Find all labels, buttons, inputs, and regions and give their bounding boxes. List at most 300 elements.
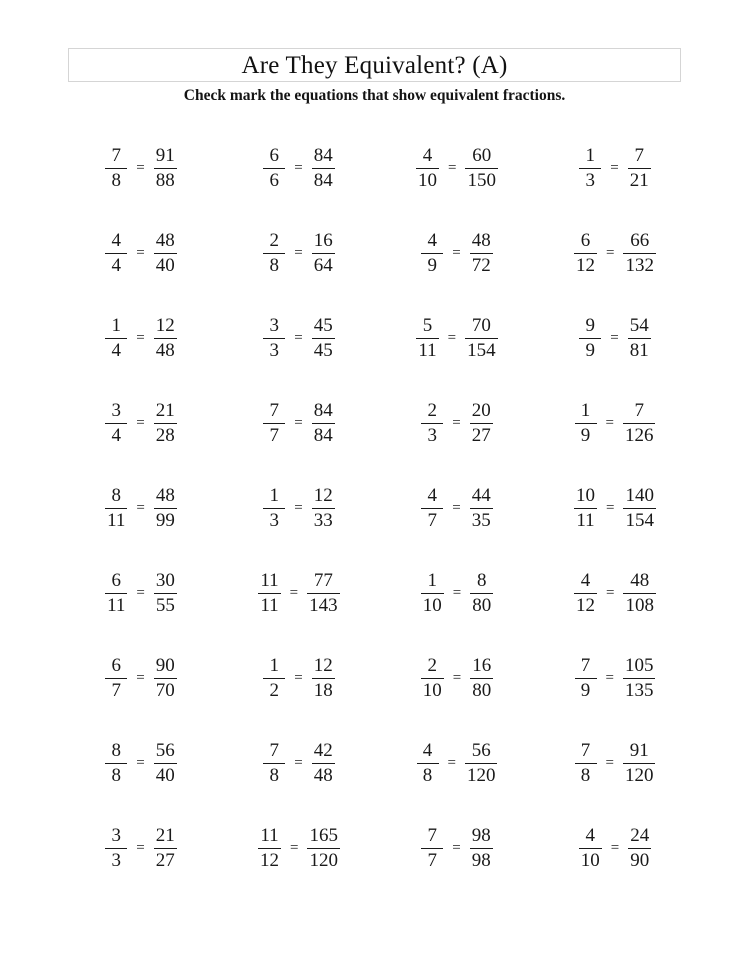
fraction-bar [263, 423, 285, 425]
right-fraction [628, 146, 651, 191]
right-numerator: 84 [313, 144, 333, 166]
left-fraction [421, 231, 443, 276]
right-numerator: 44 [471, 484, 491, 506]
left-fraction [105, 571, 127, 616]
left-fraction [574, 571, 597, 616]
problem-27[interactable] [378, 636, 536, 721]
left-numerator: 8 [111, 739, 122, 761]
equals-sign: = [610, 329, 619, 346]
problem-36[interactable] [536, 806, 694, 891]
left-numerator: 6 [111, 654, 122, 676]
fraction-bar [312, 338, 335, 340]
fraction-bar [470, 593, 493, 595]
right-numerator: 84 [313, 399, 333, 421]
right-fraction [470, 656, 493, 701]
equals-sign: = [452, 584, 462, 601]
problem-17[interactable] [62, 466, 220, 551]
fraction-bar [312, 678, 335, 680]
fraction-bar [421, 423, 443, 425]
fraction-bar [623, 423, 656, 425]
left-fraction [258, 826, 281, 871]
left-numerator: 6 [269, 144, 280, 166]
fraction-bar [105, 848, 127, 850]
right-denominator: 99 [155, 510, 175, 532]
left-numerator: 1 [269, 484, 280, 506]
title-box [68, 48, 681, 82]
fraction-bar [421, 593, 444, 595]
left-denominator: 7 [111, 680, 122, 702]
problem-2[interactable] [220, 126, 378, 211]
right-denominator: 35 [471, 510, 491, 532]
left-numerator: 3 [111, 824, 122, 846]
fraction-bar [263, 678, 285, 680]
fraction-bar [465, 338, 498, 340]
right-denominator: 64 [313, 255, 333, 277]
equals-sign: = [452, 414, 461, 431]
problem-19[interactable] [378, 466, 536, 551]
left-fraction [574, 231, 597, 276]
fraction-bar [421, 678, 444, 680]
right-fraction [623, 741, 656, 786]
left-denominator: 11 [107, 510, 126, 532]
problem-31[interactable] [378, 721, 536, 806]
left-numerator: 11 [260, 569, 279, 591]
problem-11[interactable] [378, 296, 536, 381]
problem-7[interactable] [378, 211, 536, 296]
equals-sign: = [294, 159, 303, 176]
right-fraction [623, 486, 656, 531]
right-numerator: 90 [155, 654, 175, 676]
right-denominator: 143 [309, 595, 338, 617]
fraction-bar [263, 338, 285, 340]
fraction-bar [258, 848, 281, 850]
problem-30[interactable] [220, 721, 378, 806]
left-numerator: 4 [422, 144, 433, 166]
fraction-bar [154, 508, 177, 510]
page-title: Are They Equivalent? (A) [241, 51, 508, 79]
problem-32[interactable] [536, 721, 694, 806]
fraction-bar [628, 848, 651, 850]
fraction-bar [105, 763, 127, 765]
right-denominator: 154 [625, 510, 654, 532]
right-numerator: 12 [313, 484, 333, 506]
equals-sign: = [452, 839, 461, 856]
left-numerator: 10 [576, 484, 596, 506]
left-denominator: 10 [580, 850, 600, 872]
left-fraction [105, 741, 127, 786]
fraction-bar [105, 423, 127, 425]
fraction-bar [623, 253, 656, 255]
left-fraction [263, 741, 285, 786]
problem-33[interactable] [62, 806, 220, 891]
right-denominator: 21 [629, 170, 649, 192]
equals-sign: = [290, 839, 299, 856]
left-fraction [263, 401, 285, 446]
fraction-bar [623, 593, 656, 595]
problem-29[interactable] [62, 721, 220, 806]
problem-28[interactable] [536, 636, 694, 721]
left-fraction [575, 401, 597, 446]
left-denominator: 11 [576, 510, 595, 532]
left-denominator: 11 [260, 595, 279, 617]
right-denominator: 88 [155, 170, 175, 192]
problem-9[interactable] [62, 296, 220, 381]
problem-34[interactable] [220, 806, 378, 891]
fraction-bar [465, 168, 498, 170]
left-numerator: 4 [427, 484, 438, 506]
right-numerator: 45 [313, 314, 333, 336]
right-denominator: 81 [629, 340, 649, 362]
left-fraction [421, 401, 443, 446]
left-numerator: 7 [427, 824, 438, 846]
left-numerator: 1 [111, 314, 122, 336]
fraction-bar [470, 508, 493, 510]
problem-1[interactable] [62, 126, 220, 211]
equals-sign: = [294, 669, 303, 686]
problem-3[interactable] [378, 126, 536, 211]
left-denominator: 3 [111, 850, 122, 872]
fraction-bar [470, 678, 493, 680]
problem-24[interactable] [536, 551, 694, 636]
left-denominator: 4 [111, 340, 122, 362]
problem-20[interactable] [536, 466, 694, 551]
left-fraction [263, 231, 285, 276]
problem-14[interactable] [220, 381, 378, 466]
right-denominator: 27 [471, 425, 491, 447]
right-denominator: 28 [155, 425, 175, 447]
right-fraction [307, 571, 340, 616]
fraction-bar [154, 678, 177, 680]
right-denominator: 48 [313, 765, 333, 787]
fraction-bar [470, 253, 493, 255]
problem-23[interactable] [378, 551, 536, 636]
fraction-bar [574, 508, 597, 510]
right-numerator: 54 [629, 314, 649, 336]
right-denominator: 135 [624, 680, 654, 702]
left-fraction [579, 316, 601, 361]
left-denominator: 9 [580, 425, 591, 447]
problem-18[interactable] [220, 466, 378, 551]
right-fraction [154, 486, 177, 531]
left-numerator: 4 [422, 739, 433, 761]
left-denominator: 4 [111, 425, 122, 447]
equals-sign: = [605, 754, 614, 771]
left-numerator: 7 [580, 739, 591, 761]
right-fraction [312, 316, 335, 361]
left-numerator: 1 [580, 399, 591, 421]
right-fraction [312, 656, 335, 701]
right-denominator: 45 [313, 340, 333, 362]
fraction-bar [312, 168, 335, 170]
equals-sign: = [136, 414, 145, 431]
left-denominator: 2 [269, 680, 280, 702]
equals-sign: = [136, 839, 145, 856]
right-fraction [465, 316, 498, 361]
fraction-bar [263, 168, 285, 170]
right-fraction [154, 826, 177, 871]
left-numerator: 2 [427, 399, 438, 421]
right-fraction [154, 231, 177, 276]
right-denominator: 55 [155, 595, 175, 617]
right-denominator: 90 [630, 850, 650, 872]
right-fraction [312, 741, 335, 786]
fraction-bar [579, 168, 601, 170]
right-numerator: 91 [629, 739, 649, 761]
equals-sign: = [294, 754, 303, 771]
right-fraction [465, 146, 498, 191]
equals-sign: = [294, 499, 303, 516]
fraction-bar [416, 168, 439, 170]
fraction-bar [623, 763, 656, 765]
left-denominator: 8 [580, 765, 591, 787]
problem-22[interactable] [220, 551, 378, 636]
problem-4[interactable] [536, 126, 694, 211]
right-numerator: 56 [471, 739, 491, 761]
problem-25[interactable] [62, 636, 220, 721]
right-fraction [154, 571, 177, 616]
problem-12[interactable] [536, 296, 694, 381]
equals-sign: = [447, 329, 457, 346]
fraction-bar [421, 253, 443, 255]
right-fraction [154, 656, 177, 701]
left-fraction [105, 656, 127, 701]
right-denominator: 84 [313, 170, 333, 192]
equals-sign: = [606, 244, 615, 261]
equals-sign: = [610, 839, 620, 856]
left-fraction [105, 486, 127, 531]
right-numerator: 24 [630, 824, 650, 846]
left-denominator: 6 [269, 170, 280, 192]
fraction-bar [154, 423, 177, 425]
fraction-bar [575, 423, 597, 425]
right-fraction [470, 231, 493, 276]
right-numerator: 20 [471, 399, 491, 421]
right-denominator: 18 [313, 680, 333, 702]
fraction-bar [105, 253, 127, 255]
fraction-bar [416, 338, 438, 340]
problem-row [62, 126, 694, 211]
right-denominator: 80 [472, 680, 492, 702]
left-denominator: 8 [422, 765, 433, 787]
right-numerator: 48 [155, 484, 175, 506]
left-denominator: 7 [269, 425, 280, 447]
fraction-bar [470, 423, 493, 425]
right-denominator: 27 [155, 850, 175, 872]
left-fraction [263, 486, 285, 531]
right-denominator: 70 [155, 680, 175, 702]
equals-sign: = [136, 499, 145, 516]
right-fraction [154, 146, 177, 191]
fraction-bar [154, 338, 177, 340]
left-denominator: 11 [107, 595, 126, 617]
equals-sign: = [136, 584, 145, 601]
left-numerator: 5 [422, 314, 433, 336]
left-denominator: 3 [269, 510, 280, 532]
right-numerator: 60 [472, 144, 492, 166]
right-fraction [312, 231, 335, 276]
right-numerator: 30 [155, 569, 175, 591]
right-fraction [307, 826, 340, 871]
equals-sign: = [452, 669, 462, 686]
fraction-bar [575, 678, 597, 680]
problem-26[interactable] [220, 636, 378, 721]
right-fraction [470, 486, 493, 531]
left-numerator: 7 [580, 654, 591, 676]
left-denominator: 7 [427, 850, 438, 872]
left-denominator: 8 [269, 255, 280, 277]
equals-sign: = [606, 499, 615, 516]
left-denominator: 3 [585, 170, 596, 192]
problem-grid [62, 126, 694, 891]
problem-10[interactable] [220, 296, 378, 381]
right-numerator: 16 [472, 654, 492, 676]
left-numerator: 7 [269, 399, 280, 421]
right-fraction [470, 826, 493, 871]
right-numerator: 56 [155, 739, 175, 761]
left-denominator: 8 [269, 765, 280, 787]
left-denominator: 10 [422, 680, 442, 702]
equals-sign: = [610, 159, 619, 176]
problem-row [62, 721, 694, 806]
right-numerator: 12 [313, 654, 333, 676]
left-fraction [258, 571, 280, 616]
problem-row [62, 551, 694, 636]
right-fraction [628, 316, 651, 361]
right-numerator: 48 [155, 229, 175, 251]
fraction-bar [574, 253, 597, 255]
problem-21[interactable] [62, 551, 220, 636]
left-fraction [579, 826, 602, 871]
problem-row [62, 636, 694, 721]
fraction-bar [574, 593, 597, 595]
right-fraction [154, 316, 177, 361]
equals-sign: = [605, 414, 614, 431]
right-fraction [470, 401, 493, 446]
left-fraction [105, 316, 127, 361]
equals-sign: = [294, 414, 303, 431]
problem-row [62, 806, 694, 891]
right-denominator: 40 [155, 765, 175, 787]
fraction-bar [628, 168, 651, 170]
right-fraction [465, 741, 498, 786]
right-numerator: 12 [155, 314, 175, 336]
left-numerator: 4 [580, 569, 591, 591]
fraction-bar [263, 508, 285, 510]
right-numerator: 70 [471, 314, 491, 336]
equals-sign: = [136, 159, 145, 176]
fraction-bar [258, 593, 280, 595]
left-denominator: 8 [111, 765, 122, 787]
fraction-bar [575, 763, 597, 765]
left-fraction [416, 316, 438, 361]
left-numerator: 2 [427, 654, 438, 676]
equals-sign: = [605, 669, 614, 686]
fraction-bar [263, 763, 285, 765]
equals-sign: = [136, 244, 145, 261]
equals-sign: = [452, 244, 461, 261]
left-denominator: 10 [418, 170, 438, 192]
problem-13[interactable] [62, 381, 220, 466]
problem-5[interactable] [62, 211, 220, 296]
left-numerator: 6 [111, 569, 121, 591]
fraction-bar [307, 593, 340, 595]
fraction-bar [628, 338, 651, 340]
left-denominator: 3 [269, 340, 280, 362]
equals-sign: = [606, 584, 615, 601]
left-numerator: 1 [427, 569, 438, 591]
right-denominator: 132 [625, 255, 654, 277]
left-fraction [263, 146, 285, 191]
right-denominator: 108 [625, 595, 654, 617]
left-fraction [417, 741, 439, 786]
problem-8[interactable] [536, 211, 694, 296]
right-denominator: 126 [624, 425, 654, 447]
left-numerator: 7 [111, 144, 122, 166]
right-numerator: 105 [624, 654, 654, 676]
left-fraction [421, 571, 444, 616]
problem-16[interactable] [536, 381, 694, 466]
fraction-bar [312, 423, 335, 425]
right-denominator: 33 [313, 510, 333, 532]
right-denominator: 154 [467, 340, 496, 362]
left-denominator: 4 [111, 255, 122, 277]
problem-35[interactable] [378, 806, 536, 891]
right-denominator: 80 [472, 595, 492, 617]
right-numerator: 48 [471, 229, 491, 251]
fraction-bar [623, 508, 656, 510]
fraction-bar [579, 338, 601, 340]
left-numerator: 11 [260, 824, 279, 846]
problem-6[interactable] [220, 211, 378, 296]
left-numerator: 2 [269, 229, 280, 251]
problem-15[interactable] [378, 381, 536, 466]
fraction-bar [105, 168, 127, 170]
equals-sign: = [294, 244, 303, 261]
right-numerator: 16 [313, 229, 333, 251]
right-denominator: 84 [313, 425, 333, 447]
left-denominator: 12 [576, 595, 596, 617]
problem-row [62, 466, 694, 551]
right-fraction [312, 486, 335, 531]
right-denominator: 120 [466, 765, 496, 787]
right-denominator: 48 [155, 340, 175, 362]
left-fraction [574, 486, 597, 531]
right-numerator: 91 [155, 144, 175, 166]
right-numerator: 77 [313, 569, 333, 591]
right-numerator: 42 [313, 739, 333, 761]
right-numerator: 66 [630, 229, 650, 251]
right-fraction [470, 571, 493, 616]
left-denominator: 11 [418, 340, 437, 362]
left-numerator: 8 [111, 484, 121, 506]
fraction-bar [105, 593, 127, 595]
fraction-bar [421, 848, 443, 850]
left-fraction [579, 146, 601, 191]
fraction-bar [307, 848, 340, 850]
fraction-bar [470, 848, 493, 850]
left-fraction [575, 741, 597, 786]
fraction-bar [105, 678, 127, 680]
right-numerator: 140 [625, 484, 654, 506]
fraction-bar [154, 168, 177, 170]
left-denominator: 3 [427, 425, 438, 447]
left-denominator: 12 [260, 850, 280, 872]
right-numerator: 165 [309, 824, 338, 846]
left-denominator: 8 [111, 170, 122, 192]
left-denominator: 9 [585, 340, 596, 362]
fraction-bar [623, 678, 656, 680]
right-numerator: 7 [634, 144, 644, 166]
